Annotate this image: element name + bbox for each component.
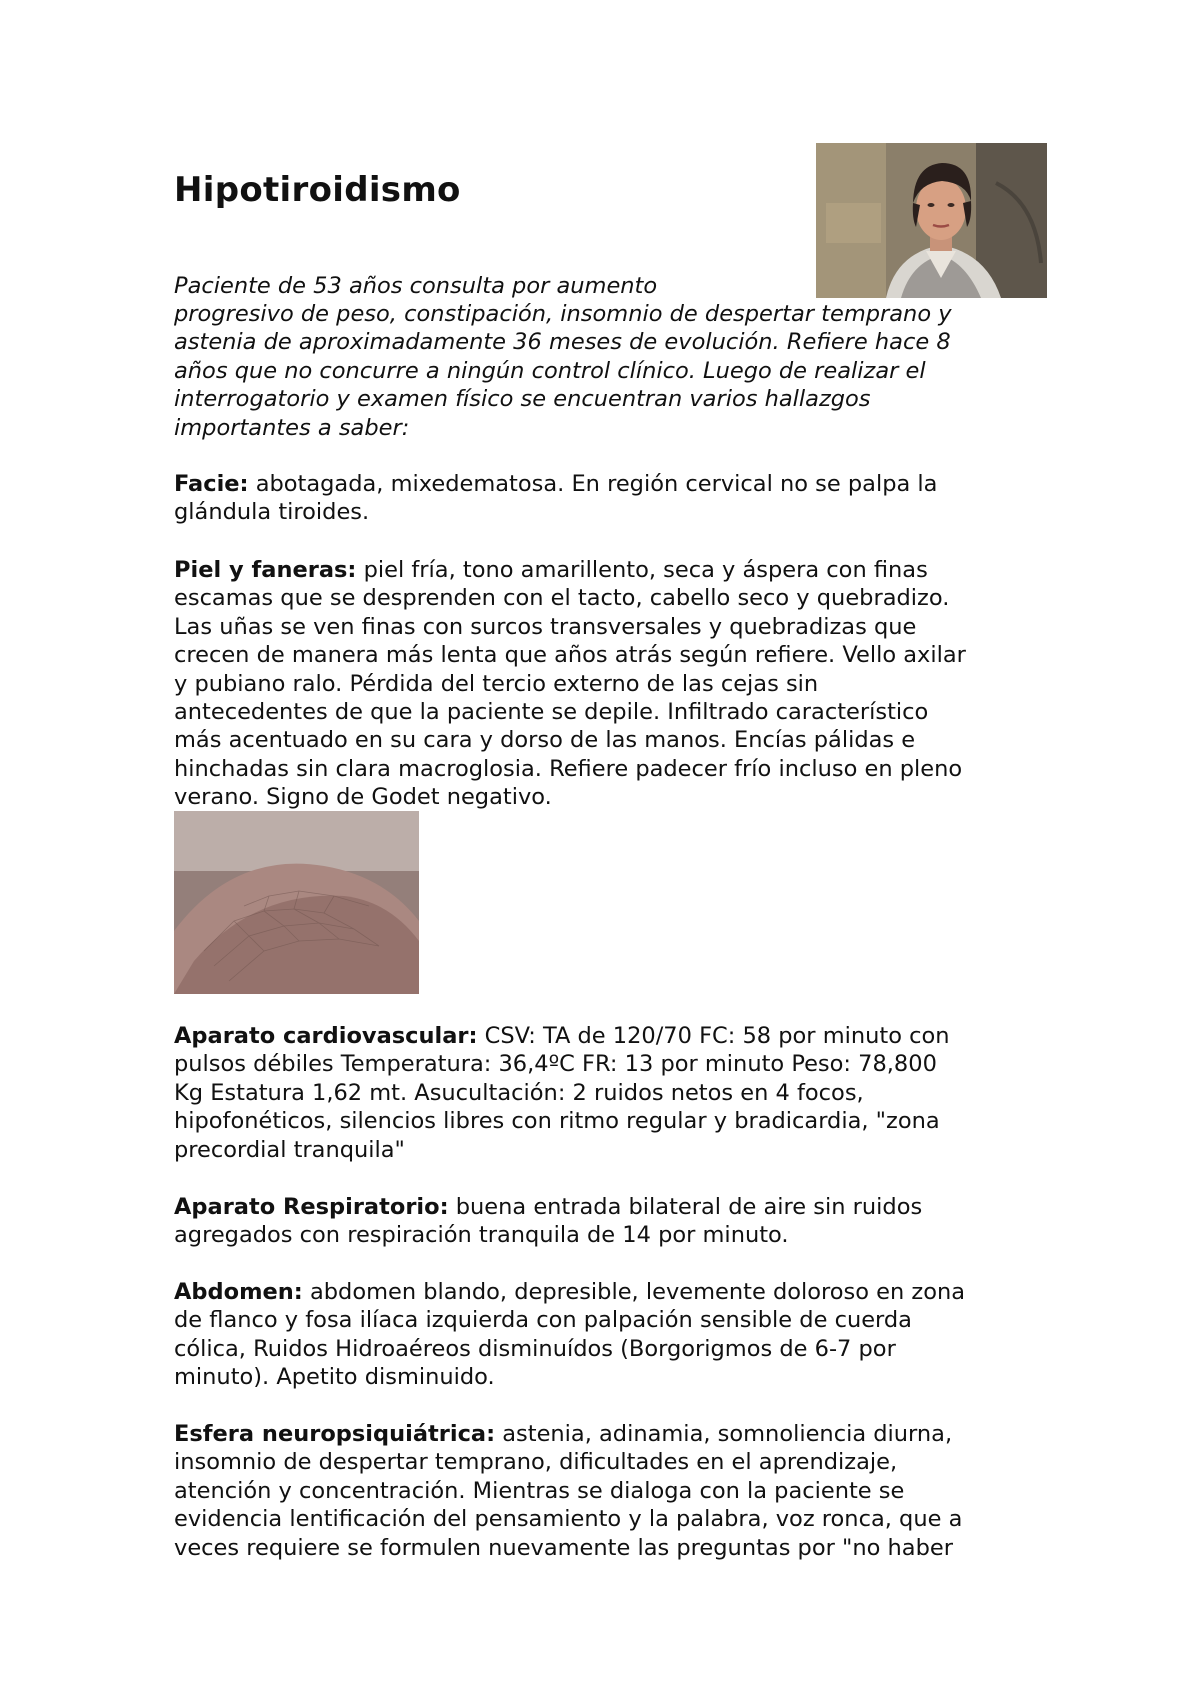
section-text: de flanco y fosa ilíaca izquierda con palpación sensible de cuerda bbox=[174, 1307, 912, 1334]
intro-line: interrogatorio y examen físico se encuentran varios hallazgos bbox=[174, 386, 871, 413]
section-piel-faneras bbox=[174, 556, 1054, 812]
section-text: hinchadas sin clara macroglosia. Refiere padecer frío incluso en pleno bbox=[174, 755, 963, 782]
section-respiratorio bbox=[174, 1193, 1054, 1250]
section-label-resp: Aparato Respiratorio: bbox=[174, 1194, 449, 1220]
intro-first-line: Paciente de 53 años consulta por aumento bbox=[174, 273, 658, 299]
section-text: y pubiano ralo. Pérdida del tercio externo de las cejas sin bbox=[174, 670, 819, 697]
intro-line: importantes a saber: bbox=[174, 414, 410, 441]
section-facie bbox=[174, 470, 1054, 527]
patient-photo bbox=[816, 143, 1047, 298]
section-text: buena entrada bilateral de aire sin ruidos bbox=[448, 1194, 923, 1220]
section-abdomen bbox=[174, 1278, 1054, 1392]
page-title: Hipotiroidismo bbox=[174, 170, 461, 210]
section-label-cardio: Aparato cardiovascular: bbox=[174, 1023, 478, 1049]
patient-portrait-graphic bbox=[816, 143, 1047, 298]
section-text: Kg Estatura 1,62 mt. Asucultación: 2 ruidos netos en 4 focos, bbox=[174, 1079, 864, 1106]
section-label-abd: Abdomen: bbox=[174, 1279, 303, 1305]
section-label-neuro: Esfera neuropsiquiátrica: bbox=[174, 1421, 496, 1447]
section-text: Las uñas se ven finas con surcos transversales y quebradizas que bbox=[174, 613, 917, 640]
section-text: piel fría, tono amarillento, seca y áspera con finas bbox=[356, 557, 928, 583]
section-neuropsiquiatrica bbox=[174, 1420, 1054, 1562]
section-text: crecen de manera más lenta que años atrás según refiere. Vello axilar bbox=[174, 642, 966, 669]
section-text: CSV: TA de 120/70 FC: 58 por minuto con bbox=[477, 1023, 950, 1049]
section-text: evidencia lentificación del pensamiento y la palabra, voz ronca, que a bbox=[174, 1506, 963, 1533]
section-text: hipofonéticos, silencios libres con ritmo regular y bradicardia, "zona bbox=[174, 1108, 940, 1135]
intro-line: años que no concurre a ningún control clínico. Luego de realizar el bbox=[174, 357, 926, 384]
section-text: atención y concentración. Mientras se dialoga con la paciente se bbox=[174, 1477, 905, 1504]
section-text: abotagada, mixedematosa. En región cervical no se palpa la bbox=[248, 471, 938, 497]
dry-skin-graphic bbox=[174, 811, 419, 994]
section-text: escamas que se desprenden con el tacto, cabello seco y quebradizo. bbox=[174, 585, 950, 612]
section-text: antecedentes de que la paciente se depile. Infiltrado característico bbox=[174, 699, 929, 726]
section-text: precordial tranquila" bbox=[174, 1136, 405, 1163]
section-text: minuto). Apetito disminuido. bbox=[174, 1364, 495, 1391]
section-label-piel: Piel y faneras: bbox=[174, 557, 357, 583]
section-text: pulsos débiles Temperatura: 36,4ºC FR: 13 por minuto Peso: 78,800 bbox=[174, 1051, 937, 1078]
section-label-facie: Facie: bbox=[174, 471, 249, 497]
section-text: agregados con respiración tranquila de 14 por minuto. bbox=[174, 1222, 789, 1249]
section-text: astenia, adinamia, somnoliencia diurna, bbox=[495, 1421, 953, 1447]
section-text: insomnio de despertar temprano, dificultades en el aprendizaje, bbox=[174, 1449, 898, 1476]
section-text: más acentuado en su cara y dorso de las manos. Encías pálidas e bbox=[174, 727, 916, 754]
intro-line: astenia de aproximadamente 36 meses de evolución. Refiere hace 8 bbox=[174, 329, 951, 356]
intro-paragraph bbox=[174, 300, 1054, 442]
section-text: verano. Signo de Godet negativo. bbox=[174, 784, 552, 811]
section-text: cólica, Ruidos Hidroaéreos disminuídos (Borgorigmos de 6-7 por bbox=[174, 1335, 896, 1362]
intro-line: progresivo de peso, constipación, insomnio de despertar temprano y bbox=[174, 301, 952, 327]
skin-photo bbox=[174, 811, 419, 994]
section-text: veces requiere se formulen nuevamente las preguntas por "no haber bbox=[174, 1534, 953, 1561]
section-cardiovascular bbox=[174, 1022, 1054, 1164]
section-text: abdomen blando, depresible, levemente doloroso en zona bbox=[302, 1279, 966, 1305]
section-text: glándula tiroides. bbox=[174, 499, 370, 526]
